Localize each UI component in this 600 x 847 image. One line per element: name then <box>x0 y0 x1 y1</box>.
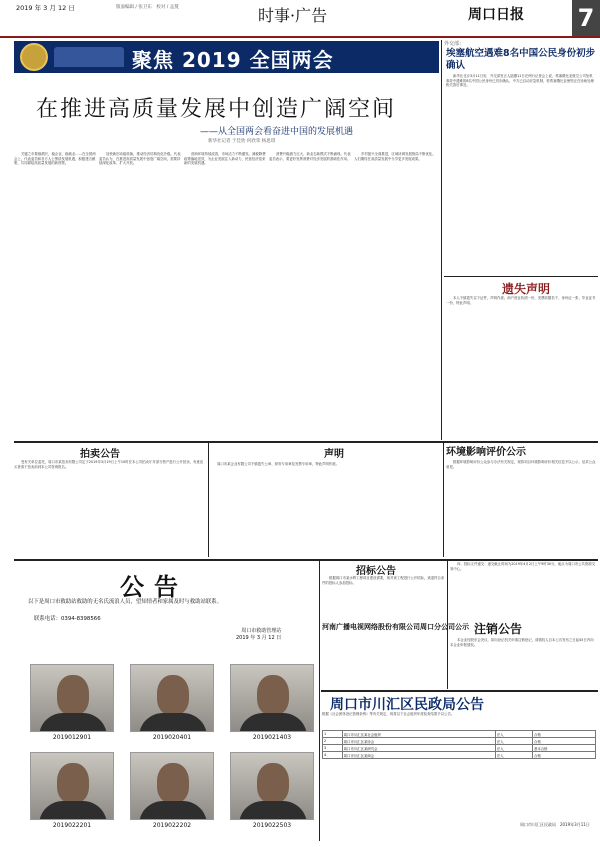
column-divider <box>208 443 209 557</box>
table-cell: 合格 <box>533 731 596 738</box>
statement-title: 声明 <box>324 449 344 460</box>
article-column <box>184 152 268 437</box>
section-divider <box>444 276 598 277</box>
article-subtitle: ——从全国两会看奋进中国的发展机遇 <box>200 127 354 137</box>
notice-signature <box>236 628 281 642</box>
table-row <box>323 745 596 752</box>
page-number: 7 <box>572 0 600 36</box>
cancellation-body <box>450 638 596 686</box>
auction-notice-body <box>14 460 206 556</box>
issue-date: 2019 年 3 月 12 日 <box>16 4 75 12</box>
person-photo <box>130 664 214 732</box>
table-cell: 基本合格 <box>533 745 596 752</box>
section-title: 时事·广告 <box>258 6 328 25</box>
column-divider <box>441 40 442 440</box>
notice-body: 以下是周口市救助站救助的无名氏流浪人员，望知情者和家属及时与救助站联系。 <box>28 599 223 605</box>
table-row <box>323 738 596 745</box>
photo-caption: 2019021403 <box>252 734 292 741</box>
table-row <box>323 752 596 759</box>
notice-title: 公告 <box>120 573 188 601</box>
auction-notice-title: 拍卖公告 <box>80 449 120 460</box>
civil-affairs-intro: 根据《社会团体登记管理条例》等有关规定，现将以下社会组织年度检查结果予以公告。 <box>322 712 455 716</box>
great-hall-icon <box>54 47 124 67</box>
section-divider <box>14 559 598 561</box>
photo-caption: 2019012901 <box>52 734 92 741</box>
env-notice-title: 环境影响评价公示 <box>446 447 526 458</box>
env-paragraph: 根据环境影响评价公众参与办法有关规定，现将项目环境影响评价相关信息予以公示，征求公众意见。 <box>446 460 596 469</box>
article-byline: 新华社记者 于佳欣 何欣荣 杨思琪 <box>208 139 276 144</box>
civil-affairs-title: 周口市川汇区民政局公告 <box>330 697 484 713</box>
notice-contact: 联系电话：0394-8398566 <box>34 616 101 622</box>
person-photo <box>230 752 314 820</box>
other-paragraph: 四、投标文件递交：递交截止时间为2019年4月2日上午9时30分，地点为周口市公共资源交易中心。 <box>450 562 596 571</box>
page-header <box>0 0 600 38</box>
table-cell: 周口市川汇区某研究会 <box>342 745 495 752</box>
photo-caption: 2019022201 <box>52 822 92 829</box>
env-notice-body <box>446 460 596 556</box>
table-cell: 法人 <box>495 731 532 738</box>
right-headline: 埃塞航空遇难8名中国公民身份初步确认 <box>446 48 596 71</box>
right-article-body <box>446 74 596 272</box>
bid-subtitle: 河南广播电视网络股份有限公司周口分公司公示 <box>322 623 469 631</box>
notice-date: 2019 年 3 月 12 日 <box>236 635 282 641</box>
table-cell: 2 <box>323 738 343 745</box>
bid-paragraph: 根据周口市某水利工程项目建设需要，现对该工程进行公开招标，欢迎符合条件的投标人参加投标。 <box>322 576 445 585</box>
table-cell: 法人 <box>495 752 532 759</box>
banner-title: 聚焦 2019 全国两会 <box>132 48 334 72</box>
column-divider <box>447 561 448 689</box>
auction-paragraph: 受有关单位委托，周口市某拍卖有限公司定于2019年3月19日上午10时在本公司拍卖厅对部分资产进行公开拍卖，有意竞买者请于拍卖前到本公司咨询报名。 <box>14 460 204 469</box>
article-column <box>99 152 183 437</box>
person-photo <box>30 752 114 820</box>
civil-affairs-footer: 周口市川汇区民政局 2019年3月11日 <box>520 822 590 827</box>
civil-affairs-table <box>322 730 596 759</box>
cancel-paragraph: 本企业经股东会决议，拟向登记机关申请注销登记，请债权人自本公告发布之日起45日内向本企业申报债权。 <box>450 638 594 647</box>
column-divider <box>443 443 444 557</box>
table-row <box>323 731 596 738</box>
photo-caption: 2019020401 <box>152 734 192 741</box>
table-cell: 3 <box>323 745 343 752</box>
table-cell: 周口市川汇区某协会 <box>342 738 495 745</box>
article-paragraph: 加快新旧动能转换，推动经济结构优化升级。代表委员认为，在推进高质量发展中创造广阔空间，需要持续深化改革、扩大开放。 <box>99 152 181 166</box>
person-photo <box>30 664 114 732</box>
photo-caption: 2019022202 <box>152 822 192 829</box>
table-cell: 4 <box>323 752 343 759</box>
right-paragraph: 新华社北京3月11日电 外交部发言人陆慷11日在例行记者会上说，埃塞俄比亚航空公司坠机事故中遇难的8名中国公民身份已初步确认，中方已启动应急机制，驻埃塞俄比亚使馆正在协助处理相关善后事宜。 <box>446 74 594 88</box>
article-paragraph: 关键之年要稳增长，稳企业、稳就业……在全国两会上，代表委员和各方人士围绕发展机遇，积极建言献策，共同描绘高质量发展的新图景。 <box>14 152 96 166</box>
person-photo <box>130 752 214 820</box>
article-paragraph: 营商环境持续改善，市场活力不断激发。减税降费政策落地见效，为企业发展注入新动力，民营经济迎来新的发展机遇。 <box>184 152 266 166</box>
table-cell: 法人 <box>495 745 532 752</box>
table-cell: 周口市川汇区某商会 <box>342 752 495 759</box>
right-kicker: 外交部： <box>444 41 465 47</box>
table-cell: 1 <box>323 731 343 738</box>
table-cell: 法人 <box>495 738 532 745</box>
statement-paragraph: 周口市某企业有限公司不慎遗失公章、财务专用章及发票专用章，特此声明作废。 <box>217 462 340 466</box>
lost-statement-title: 遗失声明 <box>501 282 550 296</box>
national-emblem-icon <box>20 43 48 71</box>
table-cell: 周口市川汇区某社会组织 <box>342 731 495 738</box>
article-paragraph: 消费升级潜力巨大，新业态新模式不断涌现。代表委员表示，要更好发挥消费对经济发展的基础性作用。 <box>269 152 351 161</box>
other-notice-body <box>450 562 596 618</box>
notice-org: 周口市救助管理站 <box>241 628 282 634</box>
article-column <box>354 152 438 437</box>
two-sessions-banner <box>14 41 439 73</box>
column-divider <box>319 561 320 841</box>
section-divider <box>321 690 598 692</box>
cancellation-title: 注销公告 <box>474 622 523 636</box>
article-column <box>269 152 353 437</box>
article-paragraph: 乡村振兴全面推进，区域协调发展格局不断优化。人们期待在高质量发展中分享更多发展成果。 <box>354 152 436 161</box>
bid-notice-title: 招标公告 <box>356 566 396 577</box>
table-cell: 合格 <box>533 738 596 745</box>
person-photo <box>230 664 314 732</box>
lost-paragraph: 本人不慎遗失以下证件，声明作废。商户营业执照一份、发票收据若干、身份证一张、毕业证书一份，特此声明。 <box>446 296 596 305</box>
lost-statement-body <box>446 296 596 440</box>
photo-caption: 2019022503 <box>252 822 292 829</box>
statement-body <box>210 462 410 558</box>
table-cell: 合格 <box>533 752 596 759</box>
article-column <box>14 152 98 437</box>
editor-line: 版面编辑 / 张卫东 校对 / 孟蔓 <box>116 5 179 10</box>
article-headline: 在推进高质量发展中创造广阔空间 <box>36 97 397 122</box>
newspaper-brand: 周口日报 <box>468 7 524 23</box>
